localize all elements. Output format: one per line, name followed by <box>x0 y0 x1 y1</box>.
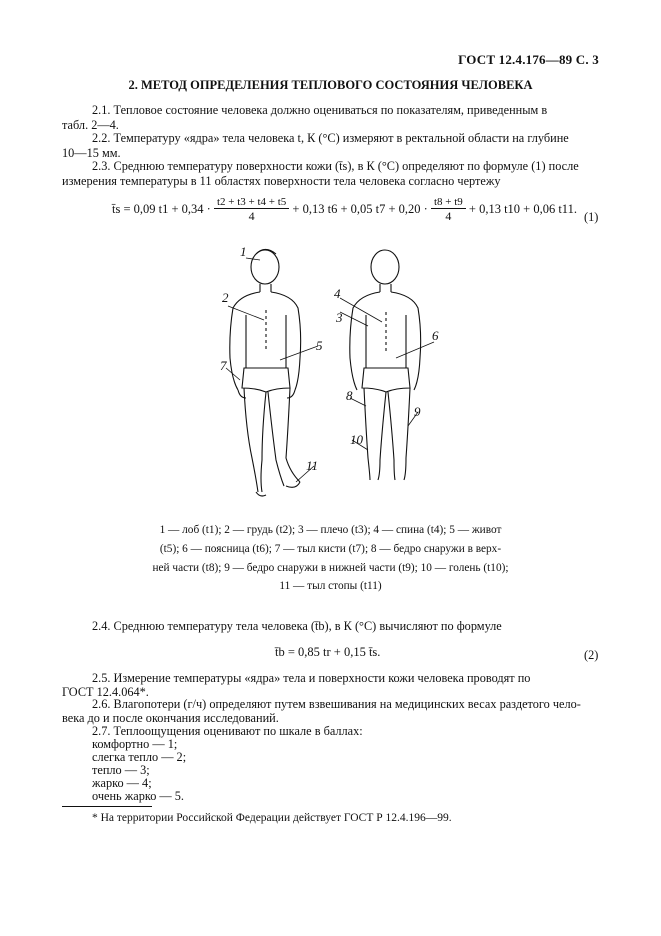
formula-1-lhs: t̄s = 0,09 t1 + 0,34 · <box>112 201 211 216</box>
label-leader-lines <box>226 258 434 482</box>
figure-label-9: 9 <box>414 404 421 419</box>
figure-caption-line1: 1 — лоб (t1); 2 — грудь (t2); 3 — плечо (t3); 4 — спина (t4); 5 — живот <box>159 524 502 536</box>
body-measurement-figure <box>200 240 460 510</box>
formula-2: t̄b = 0,85 tr + 0,15 t̄s. <box>275 645 381 659</box>
figure-label-7: 7 <box>220 358 227 373</box>
paragraph-2-4: 2.4. Среднюю температуру тела человека (t̄b), в К (°С) вычисляют по формуле <box>92 619 502 633</box>
formula-1-tail: + 0,13 t10 + 0,06 t11. <box>468 201 577 216</box>
formula-1-fraction-1 <box>214 196 289 224</box>
page-header: ГОСТ 12.4.176—89 С. 3 <box>458 52 599 67</box>
paragraph-2-6-line1: 2.6. Влагопотери (г/ч) определяют путем взвешивания на медицинских весах раздетого чело- <box>92 697 581 711</box>
figure-label-10: 10 <box>350 432 363 447</box>
scale-item-5: очень жарко — 5. <box>92 789 185 803</box>
paragraph-2-2-line2: 10—15 мм. <box>62 146 121 160</box>
paragraph-2-2-line1: 2.2. Температуру «ядра» тела человека t, К (°С) измеряют в ректальной области на глубине <box>92 131 569 145</box>
front-body-outline <box>230 250 301 497</box>
scale-item-2: слегка тепло — 2; <box>92 750 187 764</box>
figure-label-8: 8 <box>346 388 353 403</box>
figure-label-5: 5 <box>316 338 323 353</box>
figure-label-4: 4 <box>334 286 341 301</box>
formula-1-fraction-2 <box>431 196 466 224</box>
footnote: * На территории Российской Федерации действует ГОСТ Р 12.4.196—99. <box>92 812 452 824</box>
paragraph-2-3-line2: измерения температуры в 11 областях поверхности тела человека согласно чертежу <box>62 174 501 188</box>
scale-item-1: комфортно — 1; <box>92 737 178 751</box>
scale-item-4: жарко — 4; <box>92 776 152 790</box>
figure-caption-line2: (t5); 6 — поясница (t6); 7 — тыл кисти (t7); 8 — бедро снаружи в верх- <box>159 543 502 555</box>
figure-label-2: 2 <box>222 290 229 305</box>
formula-2-number: (2) <box>584 648 599 662</box>
section-title: 2. МЕТОД ОПРЕДЕЛЕНИЯ ТЕПЛОВОГО СОСТОЯНИЯ ЧЕЛОВЕКА <box>128 78 533 92</box>
formula-1 <box>112 196 577 224</box>
paragraph-2-1-line1: 2.1. Тепловое состояние человека должно оцениваться по показателям, приведенным в <box>92 103 548 117</box>
paragraph-2-6-line2: века до и после окончания исследований. <box>62 711 279 725</box>
scale-item-3: тепло — 3; <box>92 763 150 777</box>
formula-1-middle: + 0,13 t6 + 0,05 t7 + 0,20 · <box>292 201 428 216</box>
paragraph-2-7: 2.7. Теплоощущения оценивают по шкале в баллах: <box>92 724 363 738</box>
paragraph-2-5-line2: ГОСТ 12.4.064*. <box>62 685 149 699</box>
figure-label-1: 1 <box>240 244 247 259</box>
paragraph-2-3-line1: 2.3. Среднюю температуру поверхности кожи (t̄s), в К (°С) определяют по формуле (1) после <box>92 159 579 173</box>
paragraph-2-5-line1: 2.5. Измерение температуры «ядра» тела и поверхности кожи человека проводят по <box>92 671 531 685</box>
fraction-2-numerator: t8 + t9 <box>431 196 466 209</box>
figure-label-3: 3 <box>336 310 343 325</box>
fraction-1-denominator: 4 <box>248 209 255 223</box>
formula-1-number: (1) <box>584 210 599 224</box>
figure-caption-line3: ней части (t8); 9 — бедро снаружи в нижней части (t9); 10 — голень (t10); <box>152 562 509 574</box>
figure-label-11: 11 <box>306 458 319 473</box>
figure-caption-line4: 11 — тыл стопы (t11) <box>279 580 382 592</box>
figure-label-6: 6 <box>432 328 439 343</box>
footnote-divider <box>62 806 152 807</box>
paragraph-2-1-line2: табл. 2—4. <box>62 118 119 132</box>
fraction-2-denominator: 4 <box>445 209 452 223</box>
fraction-1-numerator: t2 + t3 + t4 + t5 <box>214 196 289 209</box>
